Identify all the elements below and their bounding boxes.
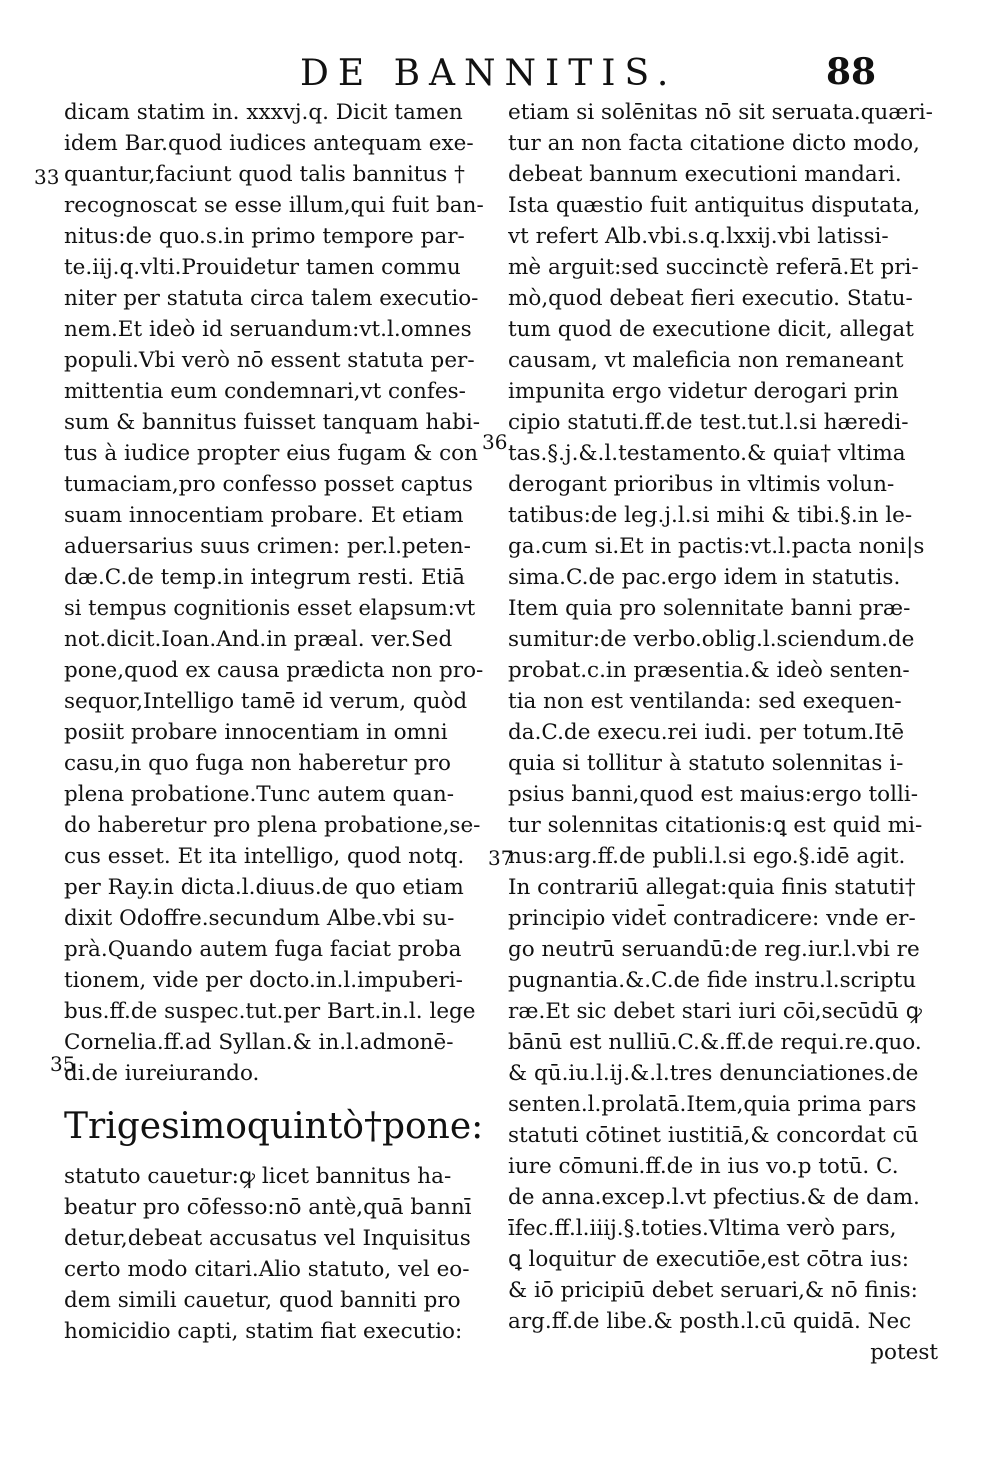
margin-number-36: 36: [482, 430, 508, 454]
text-line: tia non est ventilanda: sed exequen-: [508, 689, 902, 714]
text-line: nem.Et ideò id seruandum:vt.l.omnes: [64, 317, 472, 342]
text-line: statuti cōtinet iustitiā,& concordat cū: [508, 1123, 919, 1148]
text-line: te.iij.q.vlti.Prouidetur tamen commu: [64, 255, 461, 280]
text-line: pugnantia.&.C.de fide instru.l.scriptu: [508, 968, 917, 993]
text-line: tionem, vide per docto.in.l.impuberi-: [64, 968, 463, 993]
text-line: mè arguit:sed succinctè referā.Et pri-: [508, 255, 919, 280]
text-line: principio videt̄ contradicere: vnde er-: [508, 906, 916, 931]
folio-number: 88: [826, 51, 877, 93]
text-line: suam innocentiam probare. Et etiam: [64, 503, 464, 528]
text-line: not.dicit.Ioan.And.in præal. ver.Sed: [64, 627, 453, 652]
text-line: nus:arg.ff.de publi.l.si ego.§.idē agit.: [508, 844, 906, 869]
text-line: dæ.C.de temp.in integrum resti. Etiā: [64, 565, 465, 590]
margin-number-37: 37: [488, 846, 514, 870]
text-line: iure cōmuni.ff.de in ius vo.p totū. C.: [508, 1154, 899, 1179]
text-line: mò,quod debeat fieri executio. Statu-: [508, 286, 913, 311]
text-line: sequor,Intelligo tamē id verum, quòd: [64, 689, 468, 714]
text-line: etiam si solēnitas nō sit seruata.quæri-: [508, 100, 933, 125]
text-line: probat.c.in præsentia.& ideò senten-: [508, 658, 910, 683]
text-line: ræ.Et sic debet stari iuri cōi,secūdū ꝙ: [508, 999, 922, 1024]
text-line: sum & bannitus fuisset tanquam habi-: [64, 410, 481, 435]
text-line: bānū est nulliū.C.&.ff.de requi.re.quo.: [508, 1030, 922, 1055]
text-line: tum quod de executione dicit, allegat: [508, 317, 914, 342]
text-line: per Ray.in dicta.l.diuus.de quo etiam: [64, 875, 464, 900]
text-line: recognoscat se esse illum,qui fuit ban-: [64, 193, 484, 218]
text-line: In contrariū allegat:quia finis statuti†: [508, 875, 916, 900]
text-line: detur,debeat accusatus vel Inquisitus: [64, 1226, 471, 1251]
text-line: idem Bar.quod iudices antequam exe-: [64, 131, 474, 156]
text-line: posiit probare innocentiam in omni: [64, 720, 448, 745]
text-line: & qū.iu.l.ij.&.l.tres denunciationes.de: [508, 1061, 919, 1086]
text-line: do haberetur pro plena probatione,se-: [64, 813, 481, 838]
text-line: tatibus:de leg.j.l.si mihi & tibi.§.in le-: [508, 503, 913, 528]
text-line: īfec.ff.l.iiij.§.toties.Vltima verò pars,: [508, 1216, 897, 1241]
section-heading: Trigesimoquintò†pone:: [64, 1106, 484, 1147]
running-title: DE BANNITIS.: [300, 53, 678, 94]
text-line: si tempus cognitionis esset elapsum:vt: [64, 596, 476, 620]
text-line: derogant prioribus in vltimis volun-: [508, 472, 895, 497]
text-line: cipio statuti.ff.de test.tut.l.si hæredi-: [508, 410, 909, 435]
text-line: casu,in quo fuga non haberetur pro: [64, 751, 451, 776]
text-line: impunita ergo videtur derogari prin: [508, 379, 899, 404]
text-line: quantur,faciunt quod talis bannitus †: [64, 162, 465, 187]
text-line: tur an non facta citatione dicto modo,: [508, 131, 920, 156]
right-column: [508, 97, 938, 1368]
text-line: debeat bannum executioni mandari.: [508, 162, 902, 187]
text-line: nitus:de quo.s.in primo tempore par-: [64, 224, 465, 249]
catchword: potest: [870, 1340, 938, 1365]
text-line: tumaciam,pro confesso posset captus: [64, 472, 473, 497]
text-line: plena probatione.Tunc autem quan-: [64, 782, 454, 807]
text-line: Cornelia.ff.ad Syllan.& in.l.admonē-: [64, 1030, 454, 1055]
text-line: dem simili cauetur, quod banniti pro: [64, 1288, 461, 1313]
text-line: cus esset. Et ita intelligo, quod notq.: [64, 844, 465, 869]
text-line: vt refert Alb.vbi.s.q.lxxij.vbi latissi-: [508, 224, 889, 249]
text-line: go neutrū seruandū:de reg.iur.l.vbi re: [508, 937, 920, 962]
left-column: [64, 97, 484, 1347]
text-line: pone,quod ex causa prædicta non pro-: [64, 658, 484, 683]
text-line: Ista quæstio fuit antiquitus disputata,: [508, 193, 921, 218]
text-line: ꝗ loquitur de executiōe,est cōtra ius:: [508, 1247, 909, 1272]
margin-number-35: 35: [50, 1052, 76, 1076]
text-line: da.C.de execu.rei iudi. per totum.Itē: [508, 720, 905, 745]
text-line: tur solennitas citationis:ꝗ est quid mi-: [508, 813, 923, 838]
text-line: aduersarius suus crimen: per.l.peten-: [64, 534, 471, 559]
text-line: beatur pro cōfesso:nō antè,quā bannī: [64, 1195, 472, 1220]
text-line: quia si tollitur à statuto solennitas i-: [508, 751, 904, 776]
text-line: causam, vt maleficia non remaneant: [508, 348, 904, 373]
text-line: & iō pricipiū debet seruari,& nō finis:: [508, 1278, 918, 1303]
text-line: tus à iudice propter eius fugam & con: [64, 441, 478, 466]
text-line: dicam statim in. xxxvj.q. Dicit tamen: [64, 100, 463, 125]
text-line: ga.cum si.Et in pactis:vt.l.pacta noni|s: [508, 534, 925, 559]
text-line: statuto cauetur:ꝙ licet bannitus ha-: [64, 1164, 452, 1189]
margin-number-33: 33: [34, 165, 60, 189]
text-line: certo modo citari.Alio statuto, vel eo-: [64, 1257, 470, 1282]
text-line: dixit Odoffre.secundum Albe.vbi su-: [64, 906, 455, 931]
text-line: homicidio capti, statim fiat executio:: [64, 1319, 463, 1344]
text-line: prà.Quando autem fuga faciat proba: [64, 937, 462, 962]
text-line: di.de iureiurando.: [64, 1061, 260, 1086]
text-line: mittentia eum condemnari,vt confes-: [64, 379, 466, 404]
text-line: senten.l.prolatā.Item,quia prima pars: [508, 1092, 917, 1117]
text-line: arg.ff.de libe.& posth.l.cū quidā. Nec: [508, 1309, 912, 1334]
text-line: tas.§.j.&.l.testamento.& quia† vltima: [508, 441, 906, 466]
text-line: niter per statuta circa talem executio-: [64, 286, 479, 311]
text-line: de anna.excep.l.vt pfectius.& de dam.: [508, 1185, 920, 1210]
text-line: Item quia pro solennitate banni præ-: [508, 596, 911, 621]
text-line: bus.ff.de suspec.tut.per Bart.in.l. lege: [64, 999, 476, 1024]
text-line: sima.C.de pac.ergo idem in statutis.: [508, 565, 901, 590]
text-line: sumitur:de verbo.oblig.l.sciendum.de: [508, 627, 915, 652]
running-head: [0, 50, 1000, 96]
text-line: psius banni,quod est maius:ergo tolli-: [508, 782, 918, 807]
text-line: populi.Vbi verò nō essent statuta per-: [64, 348, 475, 373]
